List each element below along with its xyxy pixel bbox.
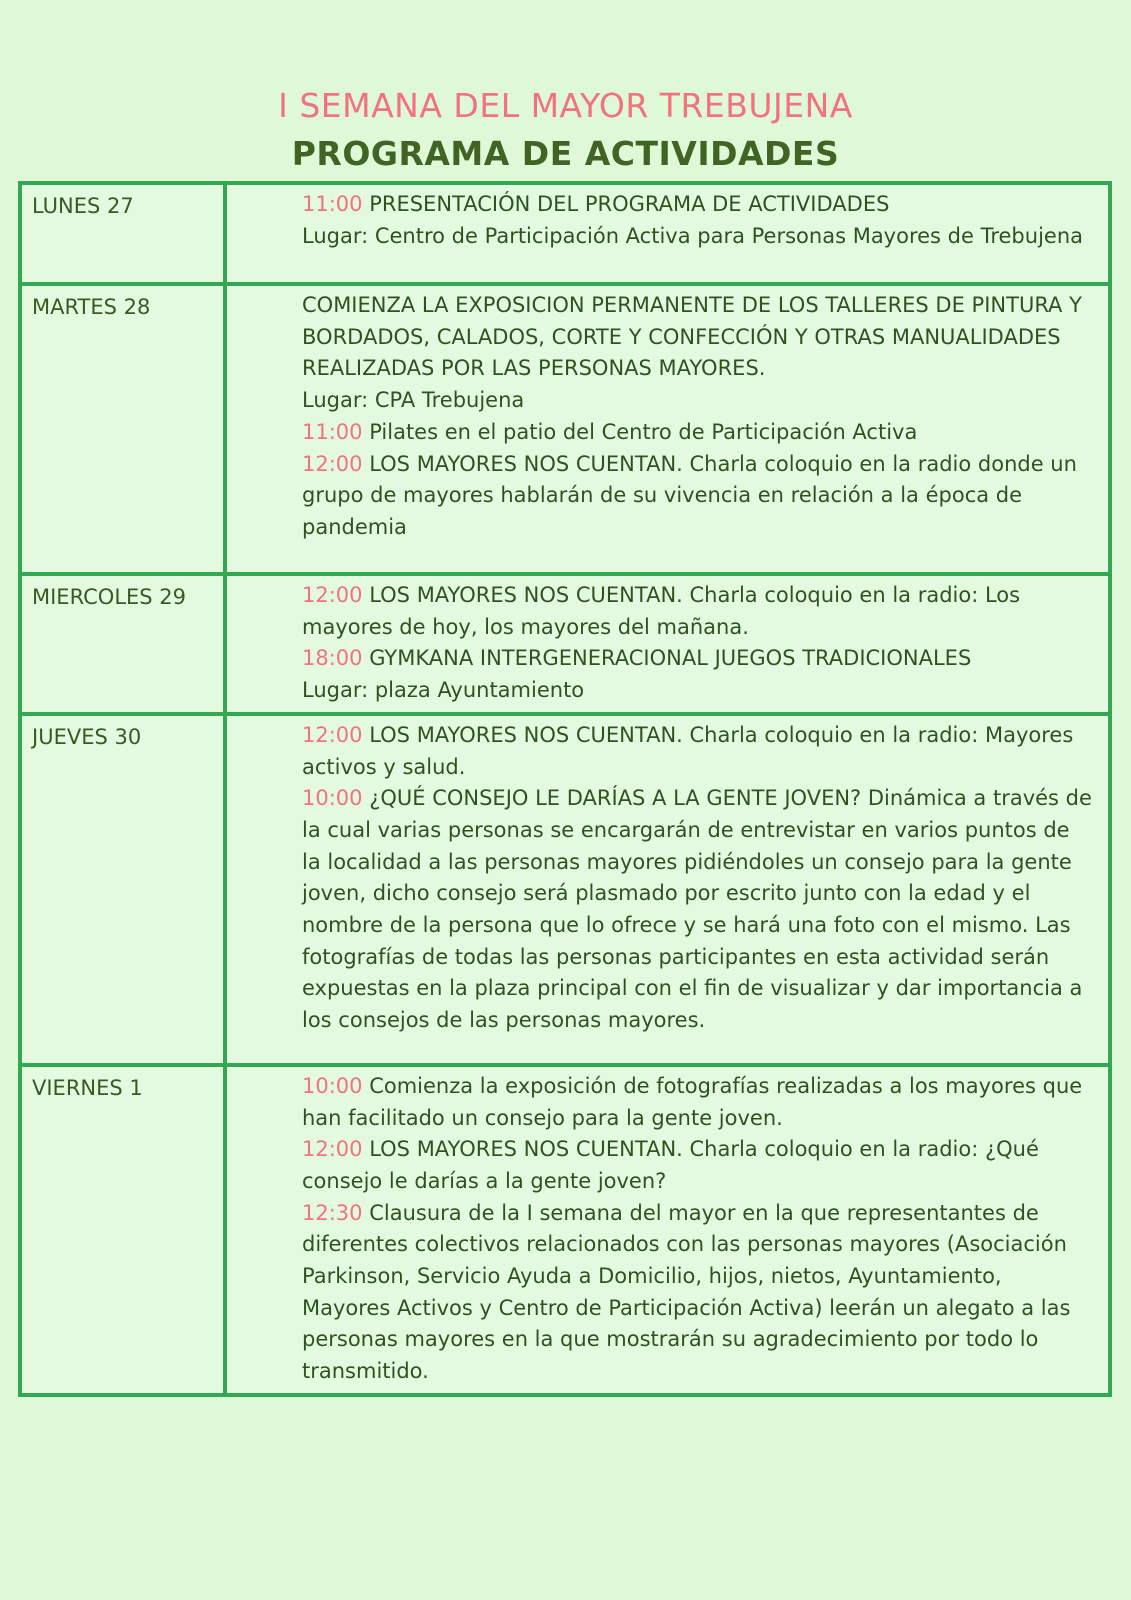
activity-time: 12:30 [302,1200,363,1225]
activity-entry [302,1198,1092,1388]
day-label: MARTES 28 [32,295,151,319]
program-subtitle: PROGRAMA DE ACTIVIDADES [291,134,840,173]
activity-text: LOS MAYORES NOS CUENTAN. Charla coloquio en la radio: Los mayores de hoy, los mayores del mañana. [302,583,1021,639]
activity-location [302,385,1092,417]
activity-entry [302,1134,1092,1197]
activity-text: GYMKANA INTERGENERACIONAL JUEGOS TRADICIONALES [362,646,972,671]
day-label: MIERCOLES 29 [32,585,187,609]
activity-cell [227,286,1108,572]
activity-entry [302,783,1092,1037]
activity-cell [227,185,1108,282]
schedule-row-jueves [22,712,1108,1063]
schedule-row-miercoles [22,572,1108,712]
activity-entry [302,449,1092,544]
schedule-row-lunes [22,185,1108,282]
activity-text: LOS MAYORES NOS CUENTAN. Charla coloquio en la radio donde un grupo de mayores hablarán de su vivencia en relación a la época de pandemia [302,451,1077,539]
activity-time: 18:00 [302,646,363,671]
activity-time: 11:00 [302,419,363,444]
activity-text: PRESENTACIÓN DEL PROGRAMA DE ACTIVIDADES [362,192,890,216]
activity-entry [302,417,1092,449]
day-label: JUEVES 30 [32,724,142,749]
activity-entry [302,580,1092,643]
day-label: LUNES 27 [32,194,134,218]
activity-time: 10:00 [302,1073,363,1098]
activity-time: 10:00 [302,786,363,811]
activity-schedule-table [18,181,1112,1397]
activity-entry [302,720,1092,783]
activity-entry [302,1071,1092,1134]
activity-time: 12:00 [302,451,363,476]
activity-text: Clausura de la I semana del mayor en la que representantes de diferentes colectivos relacionados con las personas mayores (Asociación Parkinson, Servicio Ayuda a Domicilio, hijos, nietos, Ayuntamiento, Mayores Activos y Centro de Participación Activa) leerán un alegato a las personas mayores en la que mostrarán su agradecimiento por todo lo transmitido. [302,1200,1071,1384]
activity-text: LOS MAYORES NOS CUENTAN. Charla coloquio en la radio: ¿Qué consejo le darías a la gente joven? [302,1137,1039,1193]
activity-text: LOS MAYORES NOS CUENTAN. Charla coloquio en la radio: Mayores activos y salud. [302,722,1074,779]
activity-location [302,675,1092,707]
activity-entry [302,290,1092,385]
program-title: I SEMANA DEL MAYOR TREBUJENA [278,86,853,125]
activity-text: ¿QUÉ CONSEJO LE DARÍAS A LA GENTE JOVEN? Dinámica a través de la cual varias personas se encargarán de entrevistar en varios puntos de la localidad a las personas mayores pidiéndoles un consejo para la gente joven, dicho consejo será plasmado por escrito junto con la edad y el nombre de la persona que lo ofrece y se hará una foto con el mismo. Las fotografías de todas las personas participantes en esta actividad serán expuestas en la plaza principal con el fin de visualizar y dar importancia a los consejos de las personas mayores. [302,786,1092,1033]
activity-entry [302,643,1092,675]
day-label: VIERNES 1 [32,1075,143,1100]
activity-entry [302,189,1092,221]
activity-text: Lugar: Centro de Participación Activa para Personas Mayores de Trebujena [302,223,1083,248]
activity-time: 12:00 [302,583,363,607]
activity-text: Comienza la exposición de fotografías realizadas a los mayores que han facilitado un consejo para la gente joven. [302,1073,1083,1130]
activity-time: 11:00 [302,192,363,216]
schedule-row-viernes [22,1063,1108,1393]
activity-time: 12:00 [302,1137,363,1162]
activity-cell [227,716,1108,1063]
activity-text: Lugar: plaza Ayuntamiento [302,678,585,703]
activity-text: Lugar: CPA Trebujena [302,388,525,413]
activity-location [302,221,1092,253]
activity-text: COMIENZA LA EXPOSICION PERMANENTE DE LOS TALLERES DE PINTURA Y BORDADOS, CALADOS, CORTE Y CONFECCIÓN Y OTRAS MANUALIDADES REALIZADAS POR LAS PERSONAS MAYORES. [302,293,1082,381]
activity-cell [227,576,1108,712]
activity-cell [227,1067,1108,1393]
schedule-row-martes [22,282,1108,572]
activity-time: 12:00 [302,722,363,747]
activity-text: Pilates en el patio del Centro de Participación Activa [362,419,918,444]
